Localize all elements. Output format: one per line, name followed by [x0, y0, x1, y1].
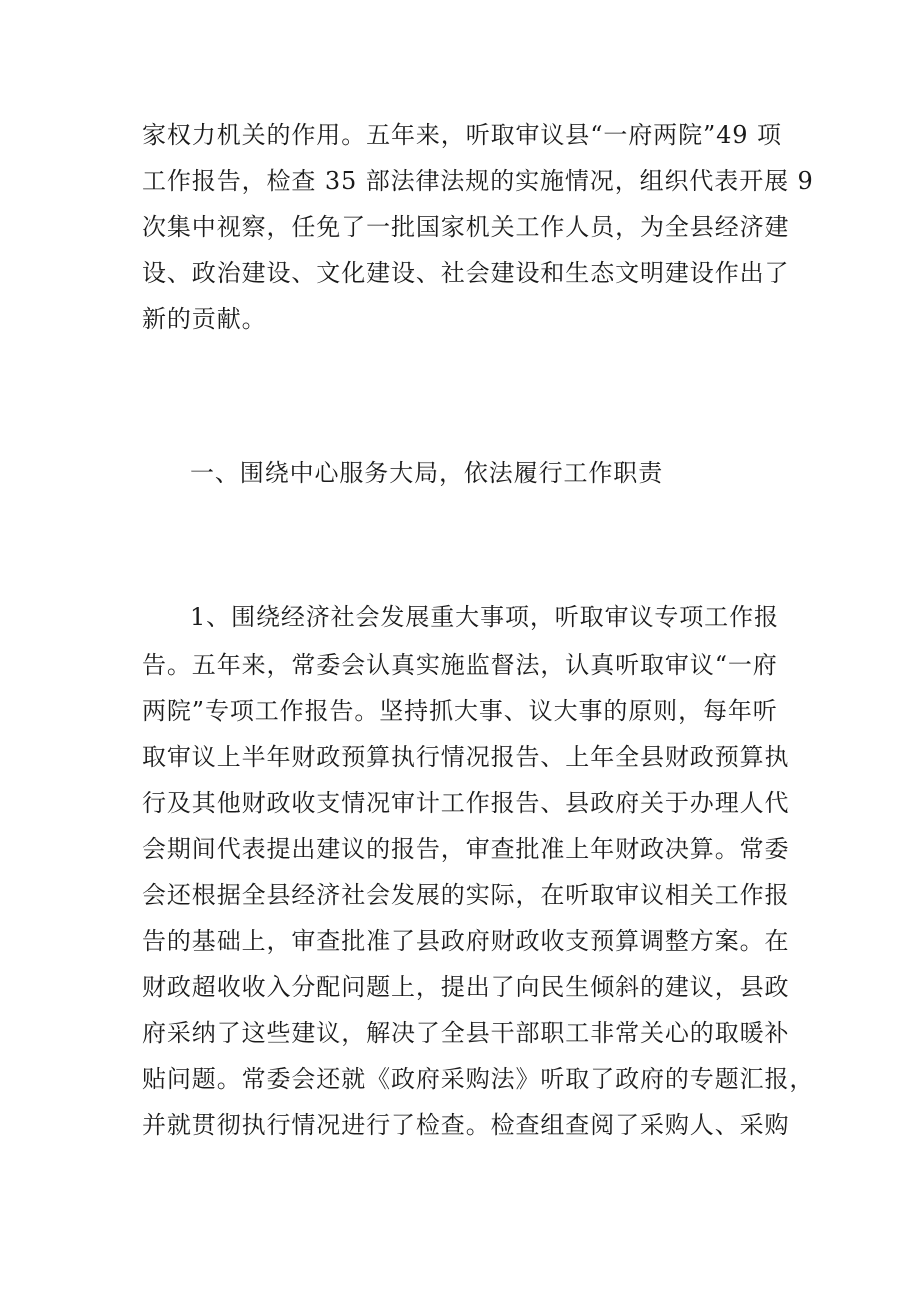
text-line: 并就贯彻执行情况进行了检查。检查组查阅了采购人、采购 — [142, 1111, 790, 1139]
text-line: 工作报告，检查 35 部法律法规的实施情况，组织代表开展 9 — [142, 167, 814, 195]
text-line: 取审议上半年财政预算执行情况报告、上年全县财政预算执 — [142, 743, 790, 771]
text-line: 家权力机关的作用。五年来，听取审议县“一府两院”49 项 — [142, 121, 782, 149]
text-line: 会期间代表提出建议的报告，审查批准上年财政决算。常委 — [142, 835, 790, 863]
text-line: 新的贡献。 — [142, 305, 267, 333]
text-line: 告。五年来，常委会认真实施监督法，认真听取审议“一府 — [142, 651, 778, 679]
text-line: 告的基础上，审查批准了县政府财政收支预算调整方案。在 — [142, 927, 790, 955]
text-line: 行及其他财政收支情况审计工作报告、县政府关于办理人代 — [142, 789, 790, 817]
text-line: 设、政治建设、文化建设、社会建设和生态文明建设作出了 — [142, 259, 790, 287]
text-line: 次集中视察，任免了一批国家机关工作人员，为全县经济建 — [142, 213, 790, 241]
text-line: 两院”专项工作报告。坚持抓大事、议大事的原则，每年听 — [142, 697, 778, 725]
text-line: 财政超收收入分配问题上，提出了向民生倾斜的建议，县政 — [142, 973, 790, 1001]
text-line: 府采纳了这些建议，解决了全县干部职工非常关心的取暖补 — [142, 1019, 790, 1047]
text-line: 会还根据全县经济社会发展的实际，在听取审议相关工作报 — [142, 881, 790, 909]
text-line: 贴问题。常委会还就《政府采购法》听取了政府的专题汇报， — [142, 1065, 815, 1093]
text-line: 1、围绕经济社会发展重大事项，听取审议专项工作报 — [190, 603, 779, 631]
section-heading: 一、围绕中心服务大局，依法履行工作职责 — [190, 459, 664, 487]
